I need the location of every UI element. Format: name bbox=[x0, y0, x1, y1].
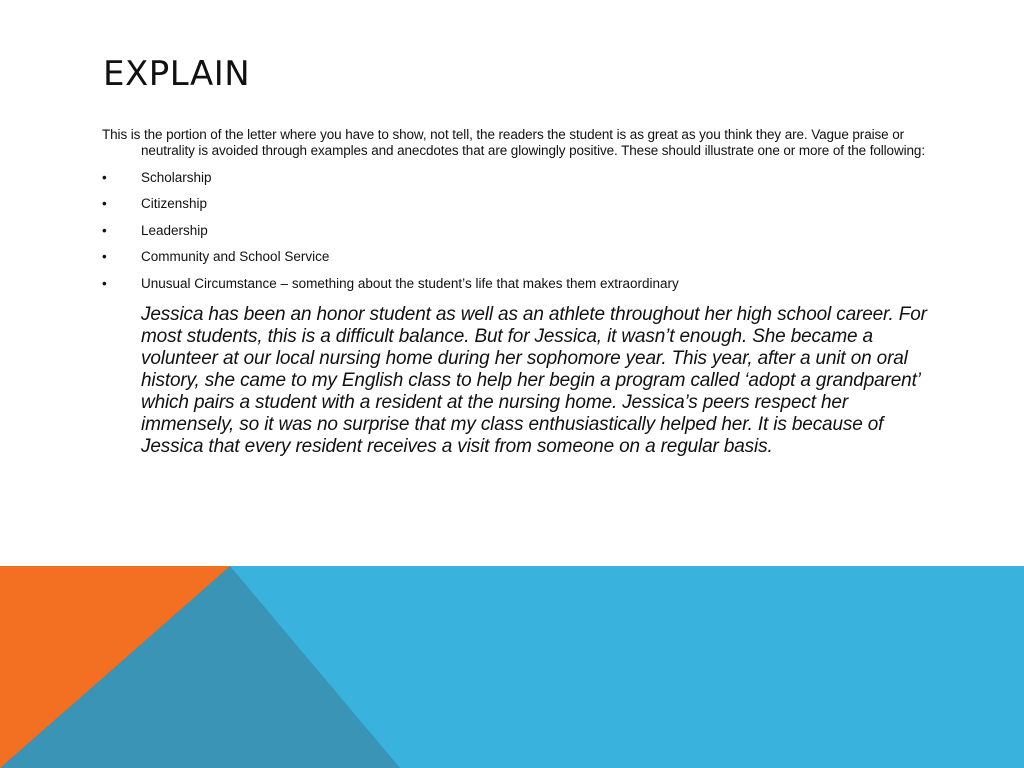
bullet-icon: • bbox=[102, 196, 107, 211]
bullet-icon: • bbox=[102, 169, 107, 185]
slide-body bbox=[102, 127, 932, 458]
bullet-text: Community and School Service bbox=[141, 249, 330, 264]
bullet-icon: • bbox=[102, 222, 107, 238]
bullet-text: Unusual Circumstance – something about the student’s life that makes them extraordinary bbox=[141, 275, 679, 291]
bullet-text: Leadership bbox=[141, 222, 208, 238]
bullet-item-unusual-circumstance bbox=[102, 276, 932, 292]
bullet-text: Scholarship bbox=[141, 169, 212, 185]
bullet-icon: • bbox=[102, 249, 107, 264]
intro-paragraph: This is the portion of the letter where you have to show, not tell, the readers the student is as great as you think they are. Vague praise or neutrality is avoided through examples and anecdotes that are glowingly positive. These should illustrate one or more of the following: bbox=[102, 127, 925, 158]
bullet-item-community-service bbox=[102, 249, 932, 265]
slide-title: EXPLAIN bbox=[103, 54, 251, 94]
bullet-list bbox=[102, 170, 932, 292]
bullet-text: Citizenship bbox=[141, 196, 208, 211]
bullet-item-leadership bbox=[102, 223, 932, 239]
example-paragraph: Jessica has been an honor student as well as an athlete throughout her high school career. For most students, this is a difficult balance. But for Jessica, it wasn’t enough. She became a volunteer at our local nursing home during her sophomore year. This year, after a unit on oral history, she came to my English class to help her begin a program called ‘adopt a grandparent’ which pairs a student with a resident at the nursing home. Jessica’s peers respect her immensely, so it was no surprise that my class enthusiastically helped her. It is because of Jessica that every resident receives a visit from someone on a regular basis. bbox=[141, 303, 927, 457]
bullet-item-citizenship bbox=[102, 196, 932, 212]
decorative-footer-band bbox=[0, 566, 1024, 768]
bullet-icon: • bbox=[102, 275, 107, 291]
bullet-item-scholarship bbox=[102, 170, 932, 186]
